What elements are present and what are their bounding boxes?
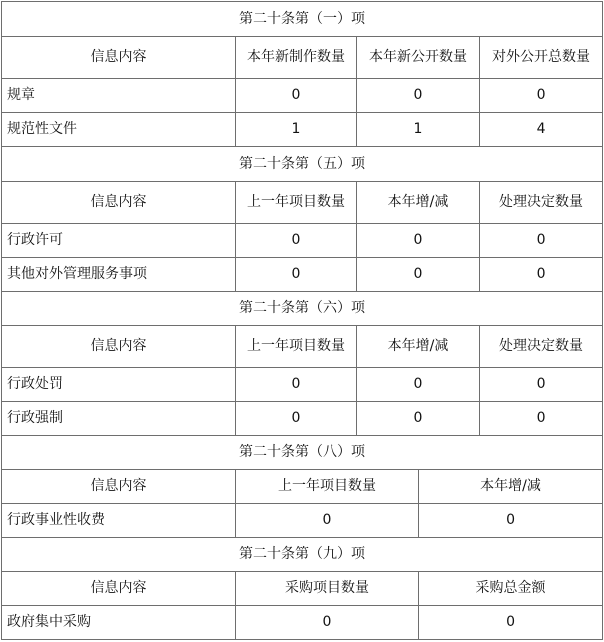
column-header: 信息内容 (2, 470, 236, 504)
cell-value: 4 (480, 113, 603, 147)
table-row (2, 79, 603, 113)
cell-value: 0 (236, 606, 419, 640)
column-header: 上一年项目数量 (236, 470, 419, 504)
cell-value: 0 (236, 504, 419, 538)
row-label: 规范性文件 (2, 113, 236, 147)
row-label: 政府集中采购 (2, 606, 236, 640)
table-row (2, 368, 603, 402)
cell-value: 0 (357, 402, 480, 436)
row-label: 行政处罚 (2, 368, 236, 402)
cell-value: 0 (236, 79, 357, 113)
column-header: 上一年项目数量 (236, 326, 357, 368)
row-label: 规章 (2, 79, 236, 113)
section-title: 第二十条第（五）项 (2, 147, 603, 182)
section-title: 第二十条第（六）项 (2, 292, 603, 326)
cell-value: 0 (236, 368, 357, 402)
column-header: 本年新公开数量 (357, 37, 480, 79)
cell-value: 1 (236, 113, 357, 147)
cell-value: 0 (236, 224, 357, 258)
cell-value: 0 (480, 258, 603, 292)
cell-value: 0 (357, 79, 480, 113)
column-header: 本年增/减 (419, 470, 603, 504)
table-row (2, 504, 603, 538)
table-row (2, 113, 603, 147)
section-title: 第二十条第（八）项 (2, 436, 603, 470)
section-title: 第二十条第（九）项 (2, 538, 603, 572)
column-header: 处理决定数量 (480, 182, 603, 224)
cell-value: 0 (236, 258, 357, 292)
column-header: 采购项目数量 (236, 572, 419, 606)
cell-value: 0 (357, 224, 480, 258)
cell-value: 0 (480, 402, 603, 436)
column-header: 信息内容 (2, 326, 236, 368)
column-header: 采购总金额 (419, 572, 603, 606)
table-row (2, 606, 603, 640)
cell-value: 0 (480, 79, 603, 113)
cell-value: 0 (480, 224, 603, 258)
cell-value: 0 (419, 606, 603, 640)
row-label: 行政事业性收费 (2, 504, 236, 538)
column-header: 对外公开总数量 (480, 37, 603, 79)
column-header: 上一年项目数量 (236, 182, 357, 224)
row-label: 行政许可 (2, 224, 236, 258)
row-label: 行政强制 (2, 402, 236, 436)
column-header: 信息内容 (2, 37, 236, 79)
column-header: 处理决定数量 (480, 326, 603, 368)
cell-value: 0 (236, 402, 357, 436)
column-header: 本年新制作数量 (236, 37, 357, 79)
cell-value: 0 (480, 368, 603, 402)
cell-value: 0 (357, 368, 480, 402)
table-row (2, 224, 603, 258)
cell-value: 0 (357, 258, 480, 292)
table-row (2, 402, 603, 436)
cell-value: 0 (419, 504, 603, 538)
column-header: 本年增/减 (357, 182, 480, 224)
column-header: 信息内容 (2, 572, 236, 606)
column-header: 信息内容 (2, 182, 236, 224)
disclosure-table (1, 1, 603, 640)
section-title: 第二十条第（一）项 (2, 2, 603, 37)
table-row (2, 258, 603, 292)
column-header: 本年增/减 (357, 326, 480, 368)
cell-value: 1 (357, 113, 480, 147)
row-label: 其他对外管理服务事项 (2, 258, 236, 292)
